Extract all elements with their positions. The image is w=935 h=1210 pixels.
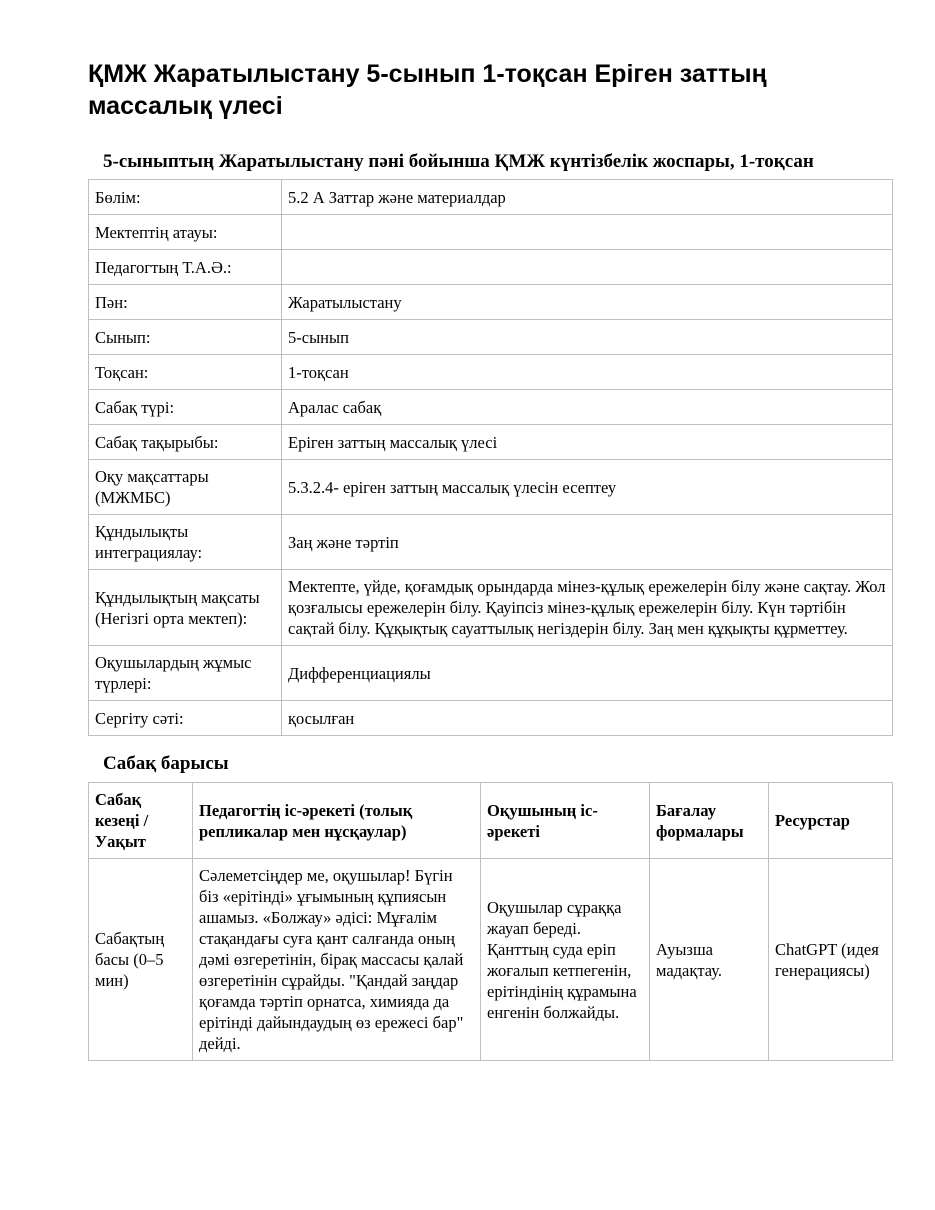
table-header-row bbox=[89, 783, 893, 859]
table-row bbox=[89, 460, 893, 515]
teacher-activity-cell: Сәлеметсіңдер ме, оқушылар! Бүгін біз «ерітінді» ұғымының құпиясын ашамыз. «Болжау» әдісі: Мұғалім стақандағы суға қант салғанда оның дәмі өзгеретінін, бірақ массасы қалай өзгеретінін сұрайды. "Қандай заңдар қоғамда тәртіп орнатса, химияда да ерітінді дайындаудың өз ережесі бар" дейді. bbox=[193, 859, 481, 1061]
table-row bbox=[89, 859, 893, 1061]
info-label: Пән: bbox=[89, 285, 282, 320]
info-label: Құндылықтың мақсаты (Негізгі орта мектеп): bbox=[89, 570, 282, 646]
table-row bbox=[89, 701, 893, 736]
document-title: ҚМЖ Жаратылыстану 5-сынып 1-тоқсан Еріген заттың массалық үлесі bbox=[88, 60, 767, 120]
info-label: Сынып: bbox=[89, 320, 282, 355]
lesson-progress-table bbox=[88, 782, 893, 1061]
info-value: Еріген заттың массалық үлесі bbox=[282, 425, 893, 460]
info-value: 5-сынып bbox=[282, 320, 893, 355]
info-value: Жаратылыстану bbox=[282, 285, 893, 320]
info-value: 5.2 А Заттар және материалдар bbox=[282, 180, 893, 215]
info-label: Оқу мақсаттары (МЖМБС) bbox=[89, 460, 282, 515]
info-label: Тоқсан: bbox=[89, 355, 282, 390]
info-value: Аралас сабақ bbox=[282, 390, 893, 425]
assessment-cell: Ауызша мадақтау. bbox=[650, 859, 769, 1061]
resources-cell: ChatGPT (идея генерациясы) bbox=[769, 859, 893, 1061]
table-row bbox=[89, 390, 893, 425]
plan-heading: 5-сыныптың Жаратылыстану пәні бойынша ҚМЖ күнтізбелік жоспары, 1-тоқсан bbox=[103, 151, 814, 172]
table-row bbox=[89, 180, 893, 215]
info-label: Сабақ тақырыбы: bbox=[89, 425, 282, 460]
info-label: Бөлім: bbox=[89, 180, 282, 215]
stage-cell: Сабақтың басы (0–5 мин) bbox=[89, 859, 193, 1061]
info-label: Құндылықты интеграциялау: bbox=[89, 515, 282, 570]
lesson-info-table bbox=[88, 179, 893, 736]
table-row bbox=[89, 515, 893, 570]
info-value bbox=[282, 215, 893, 250]
table-row bbox=[89, 215, 893, 250]
column-header-stage: Сабақ кезеңі / Уақыт bbox=[89, 783, 193, 859]
info-value: Мектепте, үйде, қоғамдық орындарда мінез-құлық ережелерін білу және сақтау. Жол қозғалысы ережелерін білу. Қауіпсіз мінез-құлық ережелерін білу. Күн тәртібін сақтай білу. Құқықтық сауаттылық негіздерін білу. Заң мен құқықты құрметтеу. bbox=[282, 570, 893, 646]
column-header-student: Оқушының іс-әрекеті bbox=[481, 783, 650, 859]
table-row bbox=[89, 250, 893, 285]
info-label: Сабақ түрі: bbox=[89, 390, 282, 425]
info-value: Дифференциациялы bbox=[282, 646, 893, 701]
info-value: Заң және тәртіп bbox=[282, 515, 893, 570]
info-value: 5.3.2.4- еріген заттың массалық үлесін есептеу bbox=[282, 460, 893, 515]
info-label: Сергіту сәті: bbox=[89, 701, 282, 736]
table-row bbox=[89, 320, 893, 355]
lesson-progress-heading: Сабақ барысы bbox=[103, 753, 229, 774]
table-row bbox=[89, 646, 893, 701]
student-activity-cell: Оқушылар сұраққа жауап береді. Қанттың суда еріп жоғалып кетпегенін, ерітіндінің құрамына енгенін болжайды. bbox=[481, 859, 650, 1061]
column-header-resources: Ресурстар bbox=[769, 783, 893, 859]
info-value bbox=[282, 250, 893, 285]
column-header-teacher: Педагогтің іс-әрекеті (толық репликалар мен нұсқаулар) bbox=[193, 783, 481, 859]
info-value: қосылған bbox=[282, 701, 893, 736]
table-row bbox=[89, 355, 893, 390]
column-header-assessment: Бағалау формалары bbox=[650, 783, 769, 859]
info-label: Оқушылардың жұмыс түрлері: bbox=[89, 646, 282, 701]
info-label: Мектептің атауы: bbox=[89, 215, 282, 250]
table-row bbox=[89, 570, 893, 646]
info-label: Педагогтың Т.А.Ә.: bbox=[89, 250, 282, 285]
document-page bbox=[88, 58, 893, 1061]
table-row bbox=[89, 285, 893, 320]
info-value: 1-тоқсан bbox=[282, 355, 893, 390]
table-row bbox=[89, 425, 893, 460]
